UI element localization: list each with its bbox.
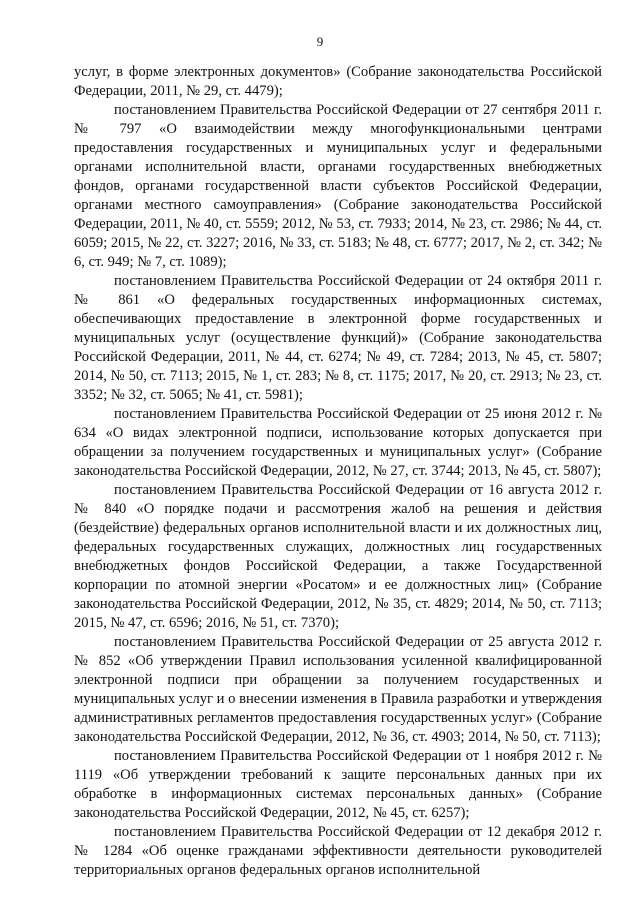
paragraph: постановлением Правительства Российской Федерации от 12 декабря 2012 г. № 1284 «Об оценке гражданами эффективности деятельности руководителей территориальных органов федеральных органов исполнительной [74, 824, 602, 878]
paragraph: постановлением Правительства Российской Федерации от 24 октября 2011 г. № 861 «О федеральных государственных информационных системах, обеспечивающих предоставление в электронной форме государственных и муниципальных услуг (осуществление функций)» (Собрание законодательства Российской Федерации, 2011, № 44, ст. 6274; № 49, ст. 7284; 2013, № 45, ст. 5807; 2014, № 50, ст. 7113; 2015, № 1, ст. 283; № 8, ст. 1175; 2017, № 20, ст. 2913; № 23, ст. 3352; № 32, ст. 5065; № 41, ст. 5981); [74, 273, 602, 403]
paragraph: постановлением Правительства Российской Федерации от 25 августа 2012 г. № 852 «Об утверждении Правил использования усиленной квалифицированной электронной подписи при обращении за получением государственных и муниципальных услуг и о внесении изменения в Правила разработки и утверждения административных регламентов предоставления государственных услуг» (Собрание законодательства Российской Федерации, 2012, № 36, ст. 4903; 2014, № 50, ст. 7113); [74, 634, 602, 745]
paragraph: постановлением Правительства Российской Федерации от 27 сентября 2011 г. № 797 «О взаимодействии между многофункциональными центрами предоставления государственных и муниципальных услуг и федеральными органами исполнительной власти, органами государственных внебюджетных фондов, органами государственной власти субъектов Российской Федерации, органами местного самоуправления» (Собрание законодательства Российской Федерации, 2011, № 40, ст. 5559; 2012, № 53, ст. 7933; 2014, № 23, ст. 2986; № 44, ст. 6059; 2015, № 22, ст. 3227; 2016, № 33, ст. 5183; № 48, ст. 6777; 2017, № 2, ст. 342; № 6, ст. 949; № 7, ст. 1089); [74, 102, 602, 270]
document-body [74, 63, 602, 880]
paragraph: постановлением Правительства Российской Федерации от 25 июня 2012 г. № 634 «О видах электронной подписи, использование которых допускается при обращении за получением государственных и муниципальных услуг» (Собрание законодательства Российской Федерации, 2012, № 27, ст. 3744; 2013, № 45, ст. 5807); [74, 406, 602, 479]
page-number: 9 [316, 34, 324, 49]
paragraph: постановлением Правительства Российской Федерации от 16 августа 2012 г. № 840 «О порядке подачи и рассмотрения жалоб на решения и действия (бездействие) федеральных органов исполнительной власти и их должностных лиц, федеральных государственных служащих, должностных лиц государственных внебюджетных фондов Российской Федерации, а также Государственной корпорации по атомной энергии «Росатом» и ее должностных лиц» (Собрание законодательства Российской Федерации, 2012, № 35, ст. 4829; 2014, № 50, ст. 7113; 2015, № 47, ст. 6596; 2016, № 51, ст. 7370); [74, 482, 602, 631]
paragraph: постановлением Правительства Российской Федерации от 1 ноября 2012 г. № 1119 «Об утверждении требований к защите персональных данных при их обработке в информационных системах персональных данных» (Собрание законодательства Российской Федерации, 2012, № 45, ст. 6257); [74, 748, 602, 821]
paragraph: услуг, в форме электронных документов» (Собрание законодательства Российской Федерации, 2011, № 29, ст. 4479); [74, 64, 602, 99]
